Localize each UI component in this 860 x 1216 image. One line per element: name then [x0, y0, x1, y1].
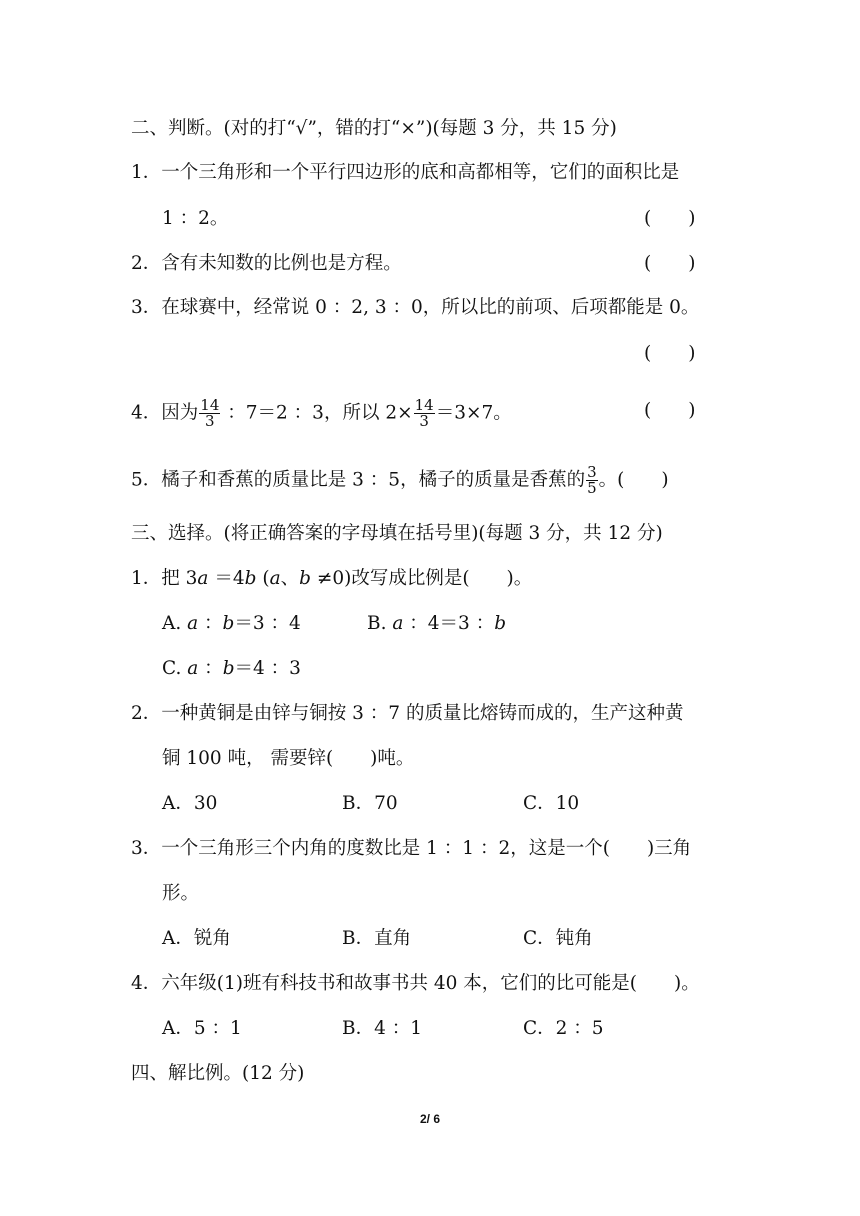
judge-q2: 2．含有未知数的比例也是方程。 — [131, 253, 402, 274]
judge-q4-mid: ：7＝2 ：3，所以 2× — [221, 402, 413, 424]
option-text: ： — [198, 658, 223, 679]
variable-b: b — [222, 658, 235, 679]
option-text: ＝4 ：3 — [234, 658, 301, 679]
judge-q5-suffix: 。 — [598, 469, 618, 491]
choice-q2-line2: 铜 100 吨， 需要锌( )吨。 — [162, 748, 415, 769]
fraction-14-3 — [199, 398, 220, 429]
variable-b: b — [299, 568, 311, 589]
section-4-header: 四、解比例。(12 分) — [131, 1063, 305, 1084]
option-text: ： — [198, 613, 223, 634]
choice-q3-line1: 3．一个三角形三个内角的度数比是 1 ：1 ：2，这是一个( )三角 — [131, 838, 692, 859]
judge-q3-answer-paren[interactable]: ( ) — [644, 343, 696, 364]
variable-b: b — [244, 568, 257, 589]
variable-a: a — [269, 568, 281, 589]
option-text: ＝3 ：4 — [234, 613, 301, 634]
choice-q1-text: 、 — [280, 568, 300, 589]
judge-q1-line1: 1．一个三角形和一个平行四边形的底和高都相等，它们的面积比是 — [131, 162, 680, 183]
fraction-numerator: 14 — [200, 396, 220, 414]
choice-q2-option-c[interactable]: C．10 — [523, 793, 580, 814]
judge-q1-answer-paren[interactable]: ( ) — [644, 208, 696, 229]
section-2-header: 二、判断。(对的打“√”，错的打“×”)(每题 3 分，共 15 分) — [131, 118, 617, 139]
fraction-14-3-second — [414, 398, 435, 429]
variable-b: b — [222, 613, 235, 634]
fraction-denominator: 3 — [419, 412, 429, 430]
fraction-3-5 — [586, 465, 598, 496]
choice-q3-line2: 形。 — [162, 883, 200, 904]
choice-q3-option-c[interactable]: C．钝角 — [523, 928, 593, 949]
judge-q5-answer-paren[interactable]: ( ) — [617, 469, 669, 491]
page-number: 2/ 6 — [419, 1112, 440, 1126]
fraction-denominator: 5 — [587, 479, 597, 497]
choice-q1-option-a[interactable] — [162, 611, 301, 637]
choice-q4-line1: 4．六年级(1)班有科技书和故事书共 40 本，它们的比可能是( )。 — [131, 973, 700, 994]
judge-q4 — [131, 398, 512, 429]
choice-q1-option-c[interactable] — [162, 656, 301, 682]
choice-q4-option-b[interactable]: B．4 ：1 — [342, 1018, 423, 1039]
judge-q4-suffix: ＝3×7。 — [435, 402, 512, 424]
judge-q1-line2: 1 ：2。 — [162, 208, 229, 229]
judge-q5-prefix: 5．橘子和香蕉的质量比是 3 ：5，橘子的质量是香蕉的 — [131, 469, 586, 491]
option-text: ：4＝3 ： — [403, 613, 495, 634]
choice-q1-text: ＝4 — [208, 568, 245, 589]
judge-q2-answer-paren[interactable]: ( ) — [644, 253, 696, 274]
choice-q4-option-c[interactable]: C．2 ：5 — [523, 1018, 604, 1039]
choice-q2-line1: 2．一种黄铜是由锌与铜按 3 ：7 的质量比熔铸而成的，生产这种黄 — [131, 703, 684, 724]
choice-q2-option-b[interactable]: B．70 — [342, 793, 398, 814]
choice-q1-text: ( — [256, 568, 270, 589]
variable-a: a — [187, 658, 199, 679]
judge-q5 — [131, 465, 669, 496]
variable-a: a — [187, 613, 199, 634]
fraction-numerator: 3 — [587, 463, 597, 481]
choice-q4-option-a[interactable]: A．5 ：1 — [162, 1018, 242, 1039]
choice-q3-option-a[interactable]: A．锐角 — [162, 928, 231, 949]
choice-q1-text: ≠0)改写成比例是( )。 — [310, 568, 533, 589]
judge-q3: 3．在球赛中，经常说 0 ：2, 3 ：0，所以比的前项、后项都能是 0。 — [131, 297, 700, 318]
choice-q1-option-b[interactable] — [367, 611, 506, 637]
choice-q1-text: 1．把 3 — [131, 568, 198, 589]
option-label: A. — [162, 613, 188, 634]
variable-a: a — [392, 613, 404, 634]
choice-q1 — [131, 566, 532, 592]
option-label: B. — [367, 613, 393, 634]
fraction-denominator: 3 — [205, 412, 215, 430]
variable-a: a — [197, 568, 209, 589]
variable-b: b — [494, 613, 507, 634]
option-label: C. — [162, 658, 188, 679]
fraction-numerator: 14 — [414, 396, 434, 414]
judge-q4-answer-paren[interactable]: ( ) — [644, 400, 696, 421]
choice-q3-option-b[interactable]: B．直角 — [342, 928, 412, 949]
section-3-header: 三、选择。(将正确答案的字母填在括号里)(每题 3 分，共 12 分) — [131, 523, 663, 544]
judge-q4-prefix: 4．因为 — [131, 402, 199, 424]
choice-q2-option-a[interactable]: A．30 — [162, 793, 218, 814]
